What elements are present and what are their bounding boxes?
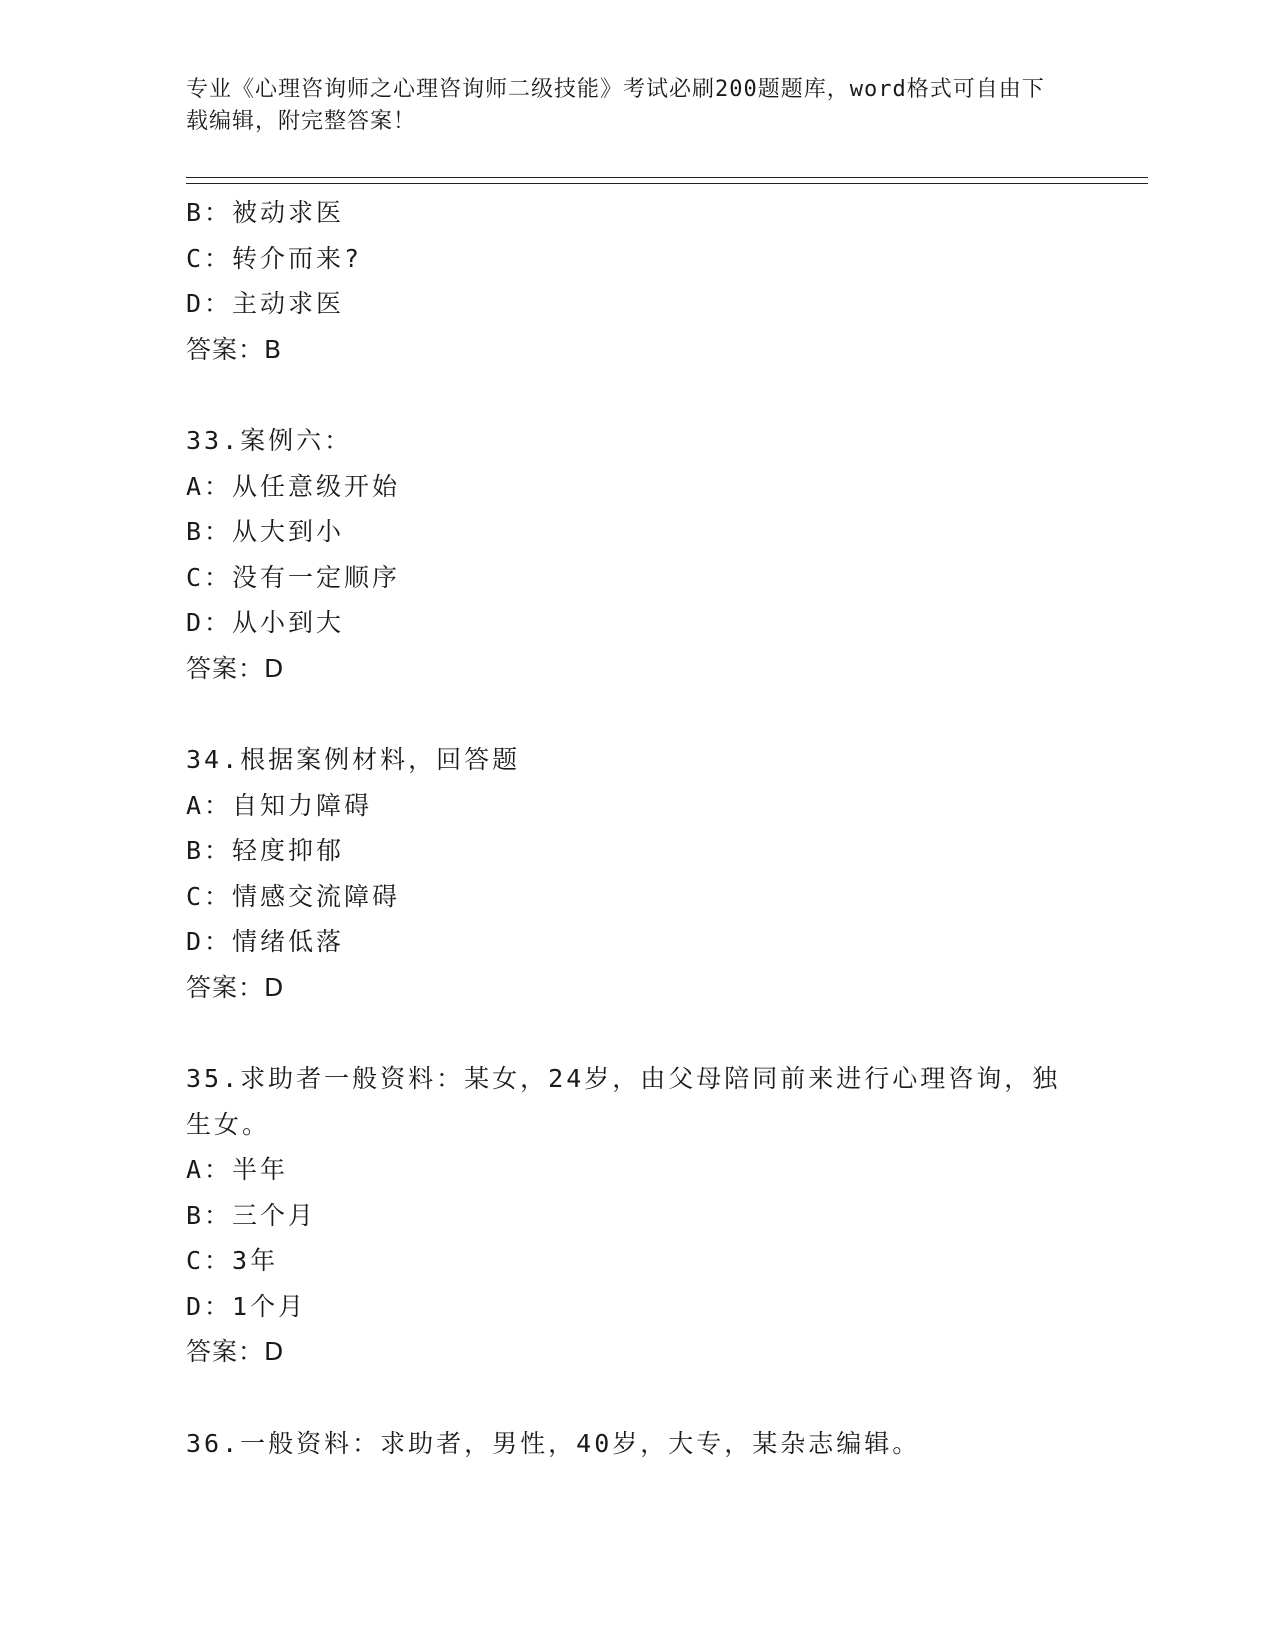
document-header: 专业《心理咨询师之心理咨询师二级技能》考试必刷200题题库，word格式可自由下载编辑，附完整答案！ (186, 77, 1045, 134)
question-block-34 (186, 737, 1086, 1010)
question-text: 34.根据案例材料，回答题 (186, 745, 521, 774)
question-list (186, 190, 1086, 1466)
question-text: 33.案例六： (186, 426, 353, 455)
option-d: D：从小到大 (186, 608, 345, 637)
option-a: A：半年 (186, 1155, 289, 1184)
option-c: C：3年 (186, 1246, 279, 1275)
spacer (186, 1010, 1086, 1056)
question-text: 36.一般资料：求助者，男性，40岁，大专，某杂志编辑。 (186, 1428, 921, 1458)
answer-line: 答案：D (186, 972, 285, 1002)
option-b: B：三个月 (186, 1200, 317, 1230)
answer-line: 答案：D (186, 653, 285, 683)
option-c: C：转介而来? (186, 243, 363, 273)
header-rule-top (186, 177, 1148, 178)
option-d: D：情绪低落 (186, 927, 345, 956)
question-block-35 (186, 1056, 1086, 1375)
option-b: B：被动求医 (186, 198, 345, 227)
option-a: A：自知力障碍 (186, 790, 373, 820)
spacer (186, 1375, 1086, 1421)
question-text: 35.求助者一般资料：某女，24岁，由父母陪同前来进行心理咨询，独生女。 (186, 1064, 1061, 1139)
option-d: D：1个月 (186, 1291, 307, 1321)
question-block-33 (186, 418, 1086, 691)
question-block-prev (186, 190, 1086, 372)
spacer (186, 372, 1086, 418)
spacer (186, 691, 1086, 737)
option-a: A：从任意级开始 (186, 471, 401, 501)
option-c: C：情感交流障碍 (186, 881, 401, 911)
option-d: D：主动求医 (186, 289, 345, 318)
answer-line: 答案：B (186, 334, 283, 364)
question-block-36 (186, 1421, 1086, 1467)
option-c: C：没有一定顺序 (186, 562, 401, 592)
header-rule-bottom (186, 183, 1148, 184)
option-b: B：从大到小 (186, 517, 345, 546)
option-b: B：轻度抑郁 (186, 836, 345, 865)
answer-line: 答案：D (186, 1337, 285, 1366)
